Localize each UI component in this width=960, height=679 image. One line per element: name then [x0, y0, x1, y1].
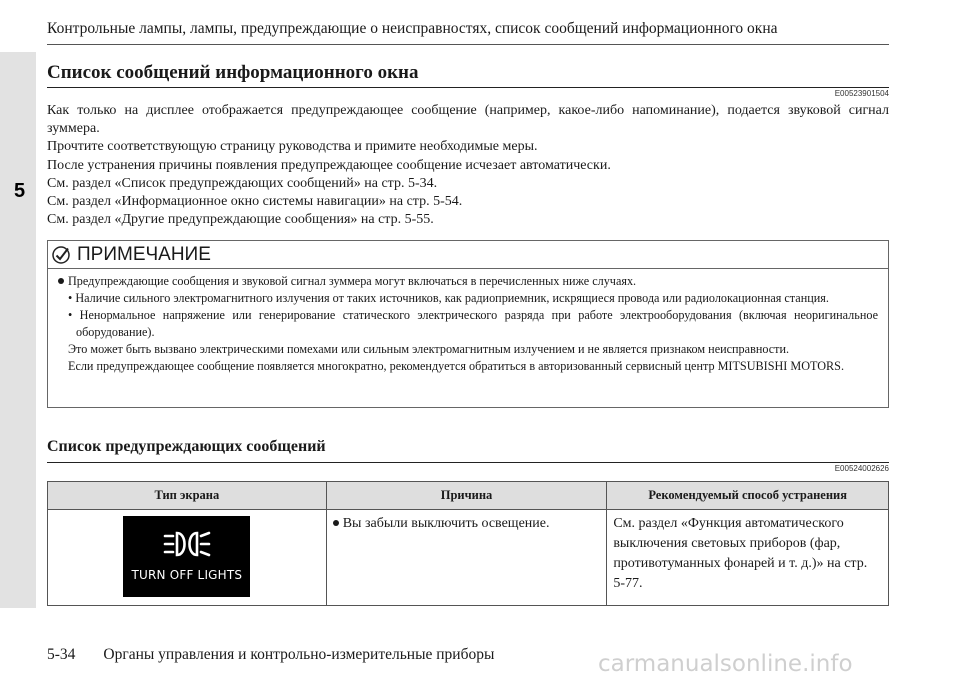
note-text: Если предупреждающее сообщение появляется многократно, рекомендуется обратиться в авторизованный сервисный центр MITSUBISHI MOTORS. [68, 359, 844, 373]
section-title-warnings: Список предупреждающих сообщений [47, 438, 326, 455]
header-divider [47, 44, 889, 45]
note-heading: ПРИМЕЧАНИЕ [77, 243, 211, 265]
section-code: E00524002626 [834, 464, 889, 473]
note-box [47, 240, 889, 408]
cross-reference: См. раздел «Информационное окно системы навигации» на стр. 5-54. [47, 194, 463, 210]
note-sub-item: • Наличие сильного электромагнитного излучения от таких источников, как радиоприемник, искрящиеся провода или радиолокационная станция. [68, 291, 829, 305]
section-code: E00523901504 [834, 89, 889, 98]
column-header: Причина [326, 482, 607, 510]
chapter-sidebar [0, 52, 36, 608]
note-body [48, 269, 888, 375]
bullet-dot-icon [58, 278, 64, 284]
cross-reference: См. раздел «Другие предупреждающие сообщения» на стр. 5-55. [47, 212, 434, 228]
checkmark-icon [51, 245, 71, 265]
paragraph: Прочтите соответствующую страницу руководства и примите необходимые меры. [47, 139, 538, 155]
headlight-icon [163, 530, 211, 560]
chapter-number: 5 [14, 180, 26, 202]
column-header: Тип экрана [48, 482, 327, 510]
column-header: Рекомендуемый способ устранения [607, 482, 889, 510]
remedy-cell: См. раздел «Функция автоматического выключения световых приборов (фар, противотуманных фонарей и т. д.)» на стр. 5-77. [607, 510, 889, 606]
table-row [48, 510, 889, 606]
page-footer [47, 646, 494, 664]
warning-messages-table [47, 481, 889, 606]
watermark: carmanualsonline.info [598, 651, 853, 677]
intro-text [47, 102, 889, 229]
page-header: Контрольные лампы, лампы, предупреждающие о неисправностях, список сообщений информационного окна [47, 20, 778, 37]
section-title-divider [47, 87, 889, 88]
paragraph: Как только на дисплее отображается предупреждающее сообщение (например, какое-либо напоминание), подается звуковой сигнал зуммера. [47, 103, 889, 137]
note-sub-item: • Ненормальное напряжение или генерирование статического электрического разряда при работе электрооборудования (включая неоригинальное оборудование). [68, 308, 878, 339]
cause-cell: Вы забыли выключить освещение. [326, 510, 607, 606]
page-number: 5-34 [47, 646, 76, 663]
section-title-divider [47, 462, 889, 463]
table-header-row [48, 482, 889, 510]
turn-off-lights-screen [123, 516, 250, 597]
footer-chapter-title: Органы управления и контрольно-измерительные приборы [103, 646, 495, 663]
paragraph: После устранения причины появления предупреждающее сообщение исчезает автоматически. [47, 157, 611, 173]
note-header [48, 241, 888, 269]
screen-type-cell [48, 510, 327, 606]
note-text: Это может быть вызвано электрическими помехами или сильным электромагнитным излучением и не является признаком неисправности. [68, 342, 790, 356]
bullet-dot-icon [333, 520, 339, 526]
note-bullet: Предупреждающие сообщения и звуковой сигнал зуммера могут включаться в перечисленных ниже случаях. [58, 273, 878, 290]
section-title-info-window: Список сообщений информационного окна [47, 62, 419, 83]
screen-message: TURN OFF LIGHTS [131, 568, 243, 582]
cross-reference: См. раздел «Список предупреждающих сообщений» на стр. 5-34. [47, 175, 438, 191]
